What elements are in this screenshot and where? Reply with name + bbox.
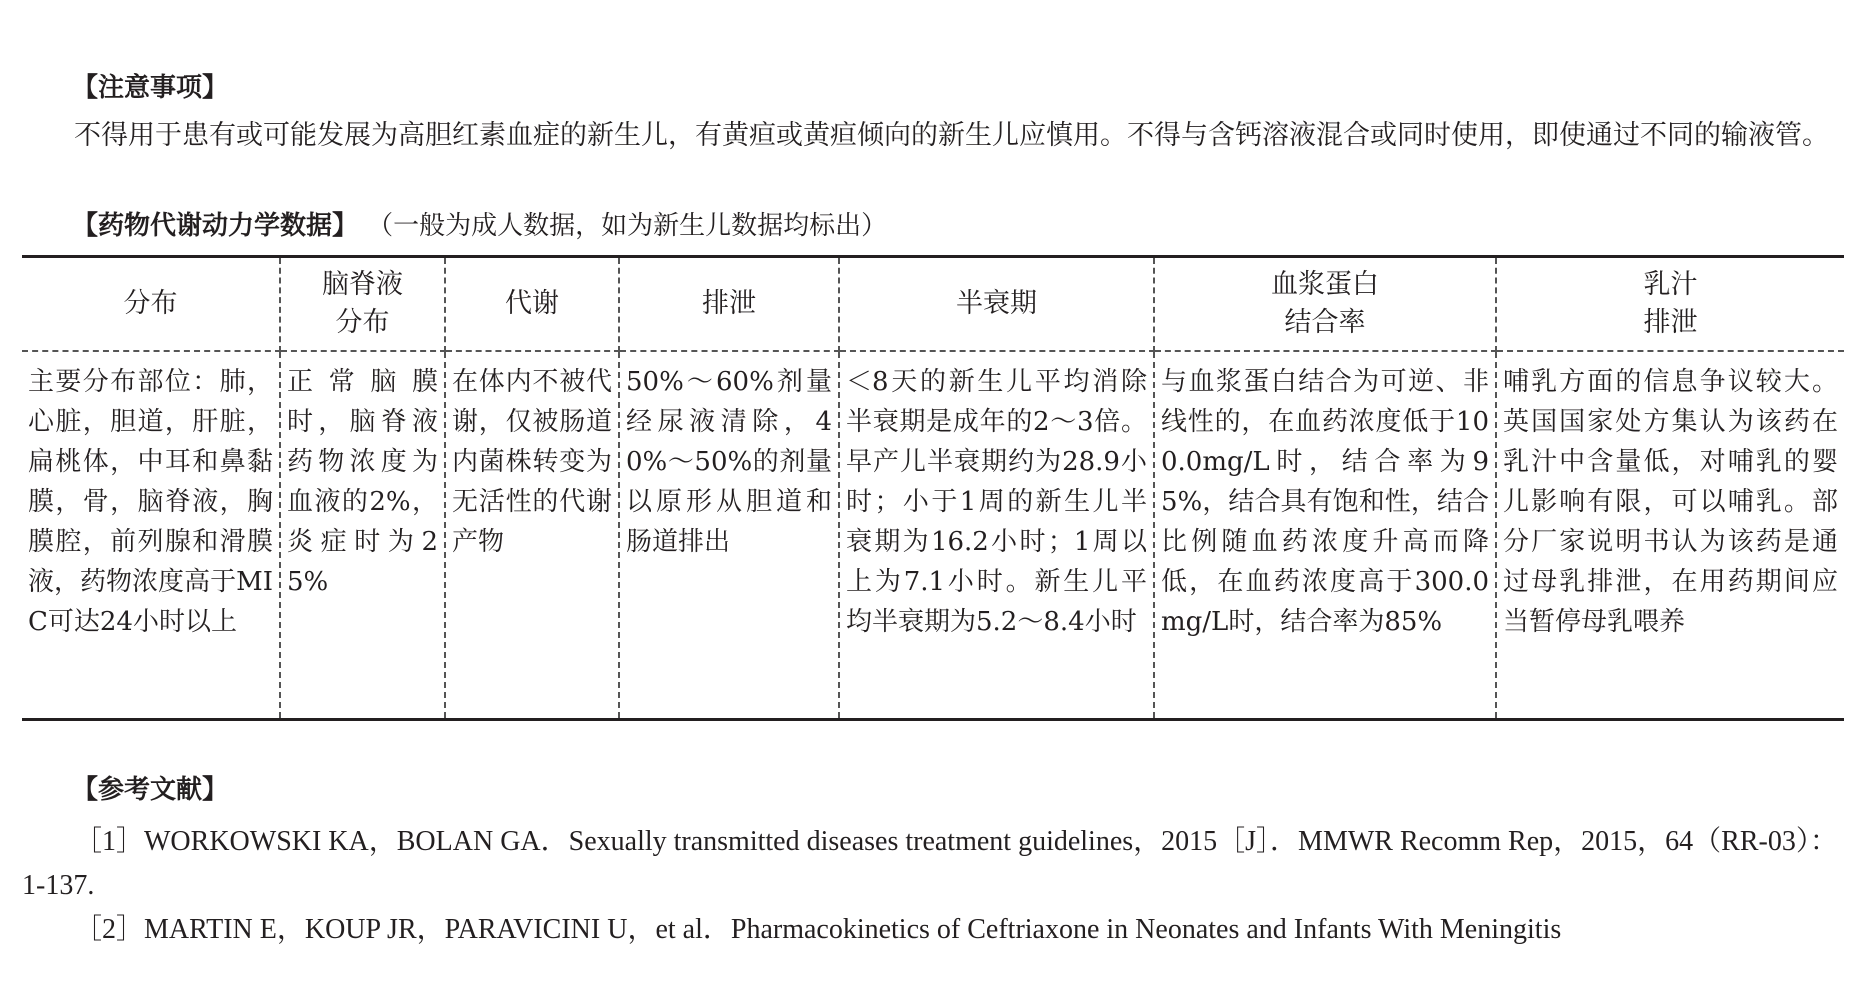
col-header-excretion: 排泄 xyxy=(619,257,839,352)
reference-item-1: ［1］WORKOWSKI KA，BOLAN GA．Sexually transmitted diseases treatment guidelines，2015［J］．MMWR Recomm Rep，2015，64（RR-03）：1-137. xyxy=(22,826,1838,901)
cell-breast-milk: 哺乳方面的信息争议较大。英国国家处方集认为该药在乳汁中含量低，对哺乳的婴儿影响有限，可以哺乳。部分厂家说明书认为该药是通过母乳排泄，在用药期间应当暂停母乳喂养 xyxy=(1496,351,1844,720)
precautions-heading: 【注意事项】 xyxy=(72,73,229,103)
cell-excretion: 50%～60%剂量经尿液清除，40%～50%的剂量以原形从胆道和肠道排出 xyxy=(619,351,839,720)
col-header-half-life: 半衰期 xyxy=(839,257,1154,352)
table-row xyxy=(22,351,1844,720)
precautions-text: 不得用于患有或可能发展为高胆红素血症的新生儿，有黄疸或黄疸倾向的新生儿应慎用。不得与含钙溶液混合或同时使用，即使通过不同的输液管。 xyxy=(74,120,1829,151)
col-header-distribution: 分布 xyxy=(22,257,280,352)
col-header-metabolism: 代谢 xyxy=(445,257,619,352)
pk-header-row xyxy=(22,257,1844,352)
col-header-protein-binding: 血浆蛋白 结合率 xyxy=(1154,257,1496,352)
cell-half-life: ＜8天的新生儿平均消除半衰期是成年的2～3倍。早产儿半衰期约为28.9小时；小于1周的新生儿半衰期为16.2小时；1周以上为7.1小时。新生儿平均半衰期为5.2～8.4小时 xyxy=(839,351,1154,720)
cell-protein-binding: 与血浆蛋白结合为可逆、非线性的，在血药浓度低于100.0mg/L时，结合率为95%，结合具有饱和性，结合比例随血药浓度升高而降低，在血药浓度高于300.0mg/L时，结合率为85% xyxy=(1154,351,1496,720)
col-header-csf-distribution: 脑脊液 分布 xyxy=(280,257,445,352)
pk-table xyxy=(22,255,1844,721)
cell-metabolism: 在体内不被代谢，仅被肠道内菌株转变为无活性的代谢产物 xyxy=(445,351,619,720)
pk-heading-line xyxy=(72,208,887,244)
cell-distribution: 主要分布部位：肺，心脏，胆道，肝脏，扁桃体，中耳和鼻黏膜，骨，脑脊液，胸膜腔，前列腺和滑膜液，药物浓度高于MIC可达24小时以上 xyxy=(22,351,280,720)
cell-csf-distribution: 正常脑膜时，脑脊液药物浓度为血液的2%，炎症时为25% xyxy=(280,351,445,720)
pk-note: （一般为成人数据，如为新生儿数据均标出） xyxy=(367,211,888,241)
pk-heading: 【药物代谢动力学数据】 xyxy=(72,211,359,241)
references-heading: 【参考文献】 xyxy=(72,775,229,805)
col-header-breast-milk: 乳汁 排泄 xyxy=(1496,257,1844,352)
reference-item-2: ［2］MARTIN E，KOUP JR，PARAVICINI U，et al．Pharmacokinetics of Ceftriaxone in Neonates and Infants With Meningitis xyxy=(74,914,1562,945)
